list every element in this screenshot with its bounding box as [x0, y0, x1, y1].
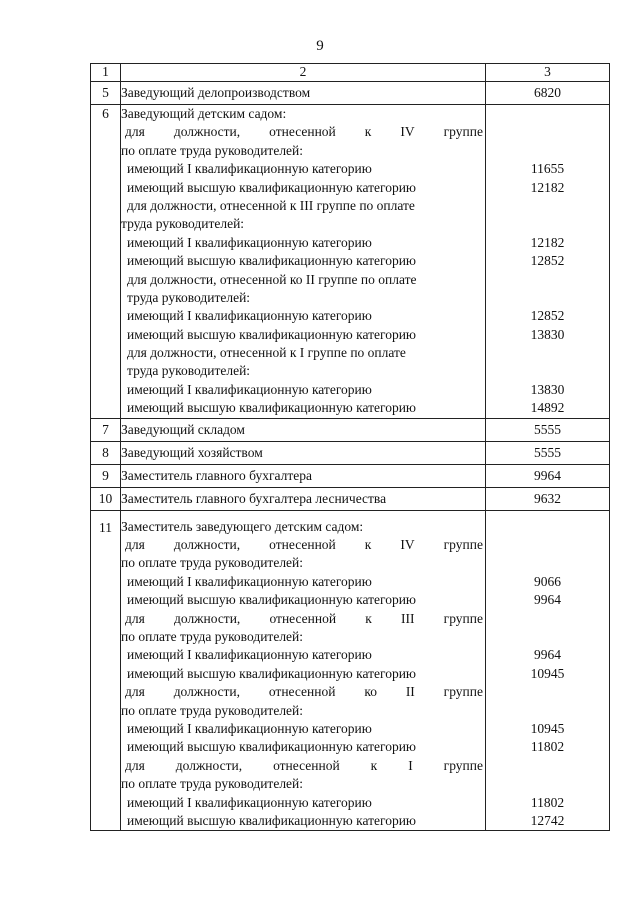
word: группе	[443, 757, 483, 773]
row-number: 8	[91, 441, 121, 464]
word: IV	[400, 124, 415, 140]
salary-value: 12852	[530, 308, 565, 324]
position-title: Заведующий складом	[121, 418, 486, 441]
word: должности,	[173, 124, 241, 140]
category-line: имеющий I квалификационную категорию	[127, 647, 372, 663]
table-row	[91, 82, 610, 105]
category-line: имеющий высшую квалификационную категорию	[127, 400, 417, 416]
word: к	[365, 610, 372, 626]
word: III	[401, 610, 415, 626]
salary-value: 11655	[530, 161, 565, 177]
word: для	[125, 610, 145, 626]
group-line	[121, 757, 485, 775]
category-line: имеющий I квалификационную категорию	[127, 308, 372, 324]
word: к	[364, 537, 372, 553]
salary-value: 13830	[530, 326, 565, 342]
group-line	[121, 610, 485, 628]
word: IV	[400, 537, 415, 553]
group-line-tail: по оплате труда руководителей:	[121, 776, 304, 792]
word: к	[370, 757, 378, 773]
word: к	[364, 124, 372, 140]
table-row	[91, 105, 610, 419]
group-line: для должности, отнесенной к III группе по оплате	[127, 197, 415, 213]
category-line: имеющий I квалификационную категорию	[127, 161, 372, 177]
row-number: 10	[91, 487, 121, 510]
category-line: имеющий высшую квалификационную категорию	[127, 179, 417, 195]
word: отнесенной	[273, 757, 340, 773]
row-number: 7	[91, 418, 121, 441]
salary-value: 9964	[534, 647, 561, 663]
header-cell-2: 2	[121, 64, 486, 82]
row-number: 5	[91, 82, 121, 105]
row-number: 11	[91, 510, 121, 831]
category-line: имеющий высшую квалификационную категорию	[127, 812, 417, 828]
group-line-tail: по оплате труда руководителей:	[121, 628, 304, 644]
position-title: Заместитель главного бухгалтера	[121, 464, 486, 487]
word: отнесенной	[269, 537, 336, 553]
salary-value: 12852	[530, 253, 565, 269]
group-line	[121, 683, 485, 701]
group-line: для должности, отнесенной к I группе по оплате	[127, 345, 406, 361]
row-number: 9	[91, 464, 121, 487]
table-row	[91, 510, 610, 831]
word: для	[125, 757, 145, 773]
header-cell-1: 1	[91, 64, 121, 82]
salary-value: 12182	[530, 179, 565, 195]
table-row	[91, 464, 610, 487]
position-description	[121, 105, 486, 419]
word: должности,	[175, 757, 243, 773]
category-line: имеющий I квалификационную категорию	[127, 381, 372, 397]
position-description	[121, 510, 486, 831]
category-line: имеющий высшую квалификационную категорию	[127, 592, 417, 608]
word: отнесенной	[269, 124, 336, 140]
category-line: имеющий I квалификационную категорию	[127, 573, 372, 589]
category-line: имеющий высшую квалификационную категорию	[127, 665, 417, 681]
word: отнесенной	[269, 610, 337, 626]
category-line: имеющий I квалификационную категорию	[127, 234, 372, 250]
position-title: Заместитель главного бухгалтера лесничества	[121, 487, 486, 510]
group-line	[121, 123, 485, 141]
category-line: имеющий высшую квалификационную категорию	[127, 326, 417, 342]
category-line: имеющий высшую квалификационную категорию	[127, 739, 417, 755]
salary-value: 13830	[530, 381, 565, 397]
word: для	[125, 684, 145, 700]
group-line-tail: по оплате труда руководителей:	[121, 555, 304, 571]
word: группе	[443, 537, 483, 553]
word: для	[125, 537, 145, 553]
salary-values	[486, 510, 610, 831]
group-line-tail: труда руководителей:	[121, 216, 245, 232]
word: I	[408, 757, 413, 773]
word: группе	[443, 124, 483, 140]
salary-value: 9632	[486, 487, 610, 510]
salary-value: 12182	[530, 234, 565, 250]
word: для	[125, 124, 145, 140]
salary-value: 10945	[530, 720, 565, 736]
salary-value: 6820	[486, 82, 610, 105]
category-line: имеющий высшую квалификационную категорию	[127, 253, 417, 269]
salary-value: 12742	[530, 812, 565, 828]
word: группе	[443, 610, 483, 626]
group-line-tail: по оплате труда руководителей:	[121, 702, 304, 718]
salary-values	[486, 105, 610, 419]
salary-value: 11802	[530, 794, 565, 810]
position-title: Заведующий детским садом:	[121, 106, 287, 121]
word: должности,	[173, 684, 240, 700]
salary-table	[90, 63, 610, 831]
group-line-tail: труда руководителей:	[127, 363, 251, 379]
word: должности,	[173, 537, 241, 553]
salary-value: 10945	[530, 665, 565, 681]
position-title: Заведующий делопроизводством	[121, 82, 486, 105]
table-row	[91, 418, 610, 441]
word: ко	[364, 684, 377, 700]
position-title: Заведующий хозяйством	[121, 441, 486, 464]
table-row	[91, 487, 610, 510]
word: II	[405, 684, 415, 700]
category-line: имеющий I квалификационную категорию	[127, 794, 372, 810]
word: должности,	[174, 610, 241, 626]
word: группе	[443, 684, 483, 700]
group-line: для должности, отнесенной ко II группе по оплате	[127, 271, 417, 287]
position-title: Заместитель заведующего детским садом:	[121, 518, 364, 534]
salary-value: 9964	[534, 592, 561, 608]
salary-value: 11802	[530, 739, 565, 755]
salary-value: 5555	[486, 418, 610, 441]
word: отнесенной	[268, 684, 336, 700]
group-line-tail: по оплате труда руководителей:	[121, 142, 304, 158]
table-header-row	[91, 64, 610, 82]
row-number: 6	[91, 105, 121, 419]
salary-value: 9964	[486, 464, 610, 487]
salary-value: 14892	[530, 400, 565, 416]
header-cell-3: 3	[486, 64, 610, 82]
salary-value: 9066	[534, 573, 561, 589]
category-line: имеющий I квалификационную категорию	[127, 720, 372, 736]
table-row	[91, 441, 610, 464]
group-line-tail: труда руководителей:	[127, 289, 251, 305]
page-number: 9	[316, 38, 324, 54]
salary-value: 5555	[486, 441, 610, 464]
group-line	[121, 536, 485, 554]
